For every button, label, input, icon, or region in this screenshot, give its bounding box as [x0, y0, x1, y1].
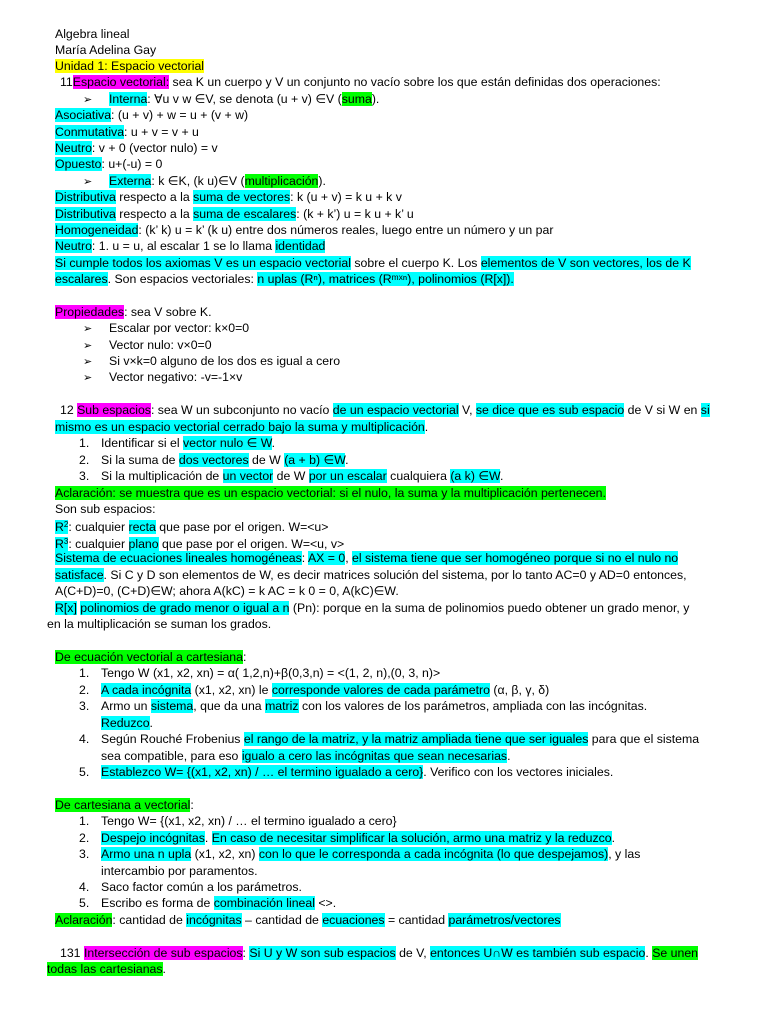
- aclaracion-text: : se muestra que es un espacio vectorial: si el nulo, la suma y la multiplicación pertenecen.: [112, 486, 606, 500]
- cav-aclaracion: [55, 912, 561, 928]
- dist1-c: : k (u + v) = k u + k v: [290, 190, 402, 204]
- ecv-i4-c: para que el sistema: [588, 732, 700, 746]
- cav-acl-e: ecuaciones: [322, 913, 385, 927]
- externa-close: ).: [318, 174, 326, 188]
- ecv-i4-e: igualo a cero las incógnitas que sean necesarias: [241, 749, 508, 763]
- opuesto-text: : u+(-u) = 0: [101, 157, 163, 171]
- propiedades-label: Propiedades: [55, 305, 125, 319]
- r2-line: [55, 517, 328, 535]
- prop-item: [55, 353, 340, 370]
- distributiva-label: Distributiva: [55, 190, 116, 204]
- cav-acl-g: parámetros/vectores: [448, 913, 561, 927]
- item-a: Identificar si el: [101, 436, 184, 450]
- ecv-i3-e: con los valores de los parámetros, ampliada con las incógnitas.: [298, 699, 648, 713]
- item-number: 1.: [79, 666, 90, 680]
- rx-line1: [55, 600, 689, 616]
- externa-text: : k ∈K, (k u)∈V (: [151, 174, 245, 188]
- cav-i3-a: Armo una n upla: [101, 847, 192, 861]
- aclaracion-label: Aclaración: [55, 486, 113, 500]
- ecv-item-cont: [101, 748, 511, 764]
- sec12-g2: .: [424, 420, 429, 434]
- r2-b: : cualquier: [68, 520, 129, 534]
- item-number: 4.: [79, 880, 90, 894]
- asociativa-text: : (u + v) + w = u + (v + w): [111, 108, 249, 122]
- sec131-title: Intersección de sub espacios: [83, 946, 243, 960]
- identidad-highlight: identidad: [275, 239, 326, 253]
- sec131-a: :: [242, 946, 250, 960]
- sec12-b: de un espacio vectorial: [332, 403, 459, 417]
- sis-f: satisface: [55, 568, 104, 582]
- cav-i3-b: (x1, x2, xn): [191, 847, 259, 861]
- ecv-i3-d: matriz: [265, 699, 299, 713]
- ecv-i2-c: corresponde valores de cada parámetro: [271, 683, 490, 697]
- son-text: Son sub espacios:: [55, 502, 156, 516]
- cav-i2-c: En caso de necesitar: [211, 831, 331, 845]
- cav-i3-f: .: [254, 864, 258, 878]
- cumple-line2: [55, 271, 514, 287]
- cumple-line1: [55, 255, 691, 271]
- ecv-heading: [55, 649, 246, 665]
- item-g: .: [499, 469, 504, 483]
- item-number: 3.: [79, 847, 90, 861]
- sec12-line2: [55, 419, 428, 435]
- cumple-b: sobre el cuerpo K. Los: [350, 256, 481, 270]
- sec12-title: Sub espacios: [77, 403, 151, 417]
- prop-item: [55, 320, 249, 337]
- sis-d: ,: [345, 551, 353, 565]
- subject-text: Algebra lineal: [55, 27, 130, 41]
- neutro-text: : v + 0 (vector nulo) = v: [91, 141, 218, 155]
- cav-item: [55, 879, 302, 895]
- cav-i3-d: , y las: [608, 847, 641, 861]
- r2-exp: 2: [63, 520, 69, 529]
- externa-label: Externa: [109, 174, 152, 188]
- r3-symbol: [55, 537, 68, 551]
- item-number: 5.: [79, 896, 90, 910]
- propiedades-line: [55, 304, 212, 320]
- cav-acl-b: : cantidad de: [112, 913, 187, 927]
- aclaracion-line: [55, 485, 606, 501]
- dist1-b: suma de vectores: [193, 190, 291, 204]
- interna-line: [55, 91, 379, 108]
- cav-item: [55, 895, 336, 911]
- sec11-intro-text: sea K un cuerpo y V un conjunto no vacío sobre los que están definidas dos operaciones:: [169, 75, 661, 89]
- prop-item-text: Escalar por vector: k×0=0: [109, 321, 250, 335]
- sec131-line1: [60, 945, 698, 961]
- interna-text: : ∀u v w ∈V, se denota (u + v) ∈V (: [147, 92, 342, 106]
- sec12-f: si: [700, 403, 710, 417]
- arrow-bullet-icon: ➢: [83, 323, 93, 335]
- sis-c: AX = 0: [307, 551, 346, 565]
- ecv-i4-d: sea compatible, para eso: [101, 749, 242, 763]
- sis-b: :: [301, 551, 308, 565]
- asociativa-label: Asociativa: [55, 108, 112, 122]
- ecv-title: De ecuación vectorial a cartesiana: [55, 650, 243, 664]
- ecv-item: [55, 698, 647, 714]
- interna-label: Interna: [109, 92, 148, 106]
- ecv-item: [55, 764, 613, 780]
- item-e: cualquiera: [386, 469, 451, 483]
- sub-item: [55, 435, 275, 451]
- item-b: vector nulo ∈ W: [183, 436, 272, 450]
- sec131-line2: [47, 961, 166, 977]
- arrow-bullet-icon: ➢: [83, 176, 93, 188]
- neutro-line: [55, 140, 218, 156]
- cav-i2-b: .: [204, 831, 212, 845]
- rx-line2: [47, 616, 271, 632]
- sec12-a: : sea W un subconjunto no vacío: [150, 403, 333, 417]
- ecv-i3-b: sistema: [150, 699, 194, 713]
- son-subespacios: [55, 501, 156, 517]
- sec11-title: Espacio vectorial:: [72, 75, 170, 89]
- sec12-g: mismo es un espacio vectorial cerrado bajo la suma y multiplicación: [55, 420, 425, 434]
- arrow-bullet-icon: ➢: [83, 356, 93, 368]
- cav-i5-c: <>.: [314, 896, 337, 910]
- cav-item: [55, 813, 397, 829]
- cav-i4: Saco factor común a los parámetros.: [101, 880, 302, 894]
- asociativa-line: [55, 107, 248, 123]
- ecv-i5-a: Establezco W= {(x1, x2, xn) / … el termino igualado a cero}: [101, 765, 424, 779]
- ecv-item-cont: [101, 715, 153, 731]
- homogeneidad-label: Homogeneidad: [55, 223, 139, 237]
- r2-base: R: [55, 520, 64, 534]
- item-f: (a k) ∈W: [450, 469, 500, 483]
- sec131-num: 131: [60, 946, 81, 960]
- cav-acl-label: Aclaración: [55, 913, 113, 927]
- item-d: por un escalar: [308, 469, 387, 483]
- ecv-i2-b: (x1, x2, xn) le: [191, 683, 272, 697]
- ecv-i3-g: .: [149, 716, 153, 730]
- arrow-bullet-icon: ➢: [83, 340, 93, 352]
- ecv-i5-b: . Verifico con los vectores iniciales.: [423, 765, 614, 779]
- sec12-line1: [60, 402, 710, 418]
- rx-d: (Pn): porque en la suma de polinomios puedo obtener un grado menor, y: [289, 601, 690, 615]
- item-number: 2.: [79, 453, 90, 467]
- ecv-i4-a: Según Rouché Frobenius: [101, 732, 244, 746]
- sec131-c: de V,: [395, 946, 431, 960]
- prop-item-text: Vector negativo: -v=-1×v: [109, 370, 243, 384]
- cav-i3-c: con lo que le corresponda a cada incógnita (lo que despejamos): [258, 847, 609, 861]
- neutro-label: Neutro: [55, 141, 92, 155]
- r3-d: que pase por el origen. W=<u, v>: [158, 537, 345, 551]
- suma-highlight: suma: [341, 92, 372, 106]
- cav-i1: Tengo W= {(x1, x2, xn) / … el termino igualado a cero}: [101, 814, 397, 828]
- neutro2-label: Neutro: [55, 239, 92, 253]
- r2-symbol: [55, 520, 68, 534]
- homogeneidad-text: : (k’ k) u = k’ (k u) entre dos números reales, luego entre un número y un par: [138, 223, 554, 237]
- cumple-e: . Son espacios vectoriales:: [107, 272, 258, 286]
- r3-b: : cualquier: [68, 537, 129, 551]
- cav-item: [55, 830, 615, 846]
- prop-item: [55, 369, 242, 386]
- arrow-bullet-icon: ➢: [83, 372, 93, 384]
- sub-item: [55, 468, 503, 484]
- r3-c: plano: [128, 537, 159, 551]
- dist1-a: respecto a la: [115, 190, 194, 204]
- prop-item-text: Vector nulo: v×0=0: [109, 338, 212, 352]
- ecv-item: [55, 682, 549, 698]
- cav-acl-c: incógnitas: [186, 913, 242, 927]
- item-b: dos vectores: [178, 453, 249, 467]
- item-c: de W: [248, 453, 285, 467]
- opuesto-line: [55, 156, 162, 172]
- rx-a: R[x]: [55, 601, 77, 615]
- item-b: un vector: [222, 469, 274, 483]
- item-number: 1.: [79, 814, 90, 828]
- item-a: Si la suma de: [101, 453, 179, 467]
- item-e: .: [345, 453, 349, 467]
- neutro2-line: [55, 238, 325, 254]
- r3-base: R: [55, 537, 64, 551]
- rx-e: en la multiplicación se suman los grados.: [47, 617, 272, 631]
- sis-a: Sistema de ecuaciones lineales homogéneas: [55, 551, 302, 565]
- cumple-c: elementos de V son vectores, los de K: [480, 256, 691, 270]
- ecv-i2-a: A cada incógnita: [101, 683, 192, 697]
- distributiva1-line: [55, 189, 402, 205]
- dist2-b: suma de escalares: [193, 207, 297, 221]
- sub-item: [55, 452, 349, 468]
- sis-h: Si C y D son elementos de W, es decir matrices solución del sistema, por lo tanto AC=0 y AD=0 entonces,: [110, 568, 687, 582]
- cav-i2-e: .: [611, 831, 616, 845]
- sec12-d: se dice que es sub espacio: [475, 403, 625, 417]
- author-line: [55, 42, 156, 58]
- ecv-colon: :: [242, 650, 247, 664]
- item-d: (a + b) ∈W: [284, 453, 346, 467]
- cav-i2-d: simplificar la solución, armo una matriz y la reduzco: [330, 831, 612, 845]
- cav-colon: :: [190, 798, 194, 812]
- sec131-b: Si U y W son sub espacios: [249, 946, 396, 960]
- cav-item: [55, 846, 640, 862]
- item-number: 2.: [79, 831, 90, 845]
- multiplicacion-highlight: multiplicación: [244, 174, 319, 188]
- cav-acl-f: = cantidad: [384, 913, 449, 927]
- item-number: 2.: [79, 683, 90, 697]
- r2-d: que pase por el origen. W=<u>: [155, 520, 329, 534]
- cav-i5-b: combinación lineal: [213, 896, 315, 910]
- conmutativa-label: Conmutativa: [55, 125, 125, 139]
- cumple-f: n uplas (Rⁿ), matrices (Rᵐˣⁿ), polinomios (R[x]).: [257, 272, 514, 286]
- subject-title: [55, 26, 130, 42]
- sec12-c: V,: [458, 403, 476, 417]
- ecv-i1: Tengo W (x1, x2, xn) = α( 1,2,n)+β(0,3,n) = <(1, 2, n),(0, 3, n)>: [101, 666, 441, 680]
- sis-i: A(C+D)=0, (C+D)∈W; ahora A(kC) = k AC = k 0 = 0, A(kC)∈W.: [55, 584, 399, 598]
- cav-item-cont: [101, 863, 258, 879]
- cumple-d: escalares: [55, 272, 108, 286]
- prop-item-text: Si v×k=0 alguno de los dos es igual a cero: [109, 354, 341, 368]
- conmutativa-line: [55, 124, 199, 140]
- item-number: 4.: [79, 732, 90, 746]
- author-text: María Adelina Gay: [55, 43, 157, 57]
- rx-c: polinomios de grado menor o igual a n: [80, 601, 290, 615]
- sistema-line1: [55, 550, 678, 566]
- ecv-i4-f: .: [507, 749, 511, 763]
- item-number: 5.: [79, 765, 90, 779]
- sec11-num: 11: [60, 75, 73, 89]
- cav-i5-a: Escribo es forma de: [101, 896, 214, 910]
- sistema-line2: [55, 567, 687, 583]
- distributiva2-line: [55, 206, 414, 222]
- sec131-d: entonces U∩W es también sub espacio: [430, 946, 646, 960]
- r3-exp: 3: [63, 537, 69, 546]
- sec131-g: todas las cartesianas: [47, 962, 163, 976]
- sec12-e: de V si W en: [624, 403, 701, 417]
- item-number: 1.: [79, 436, 90, 450]
- interna-close: ).: [371, 92, 380, 106]
- item-c: .: [271, 436, 276, 450]
- r2-c: recta: [128, 520, 156, 534]
- sistema-line3: [55, 583, 399, 599]
- cav-i3-e: intercambio por paramentos: [101, 864, 255, 878]
- sec131-e: .: [645, 946, 653, 960]
- homogeneidad-line: [55, 222, 553, 238]
- item-a: Si la multiplicación de: [101, 469, 223, 483]
- ecv-item: [55, 665, 440, 681]
- sis-g: .: [103, 568, 111, 582]
- ecv-i2-d: (α, β, γ, δ): [489, 683, 550, 697]
- cav-heading: [55, 797, 194, 813]
- item-number: 3.: [79, 699, 90, 713]
- sec11-intro: [60, 74, 661, 90]
- propiedades-text: : sea V sobre K.: [124, 305, 212, 319]
- opuesto-label: Opuesto: [55, 157, 102, 171]
- item-c: de W: [273, 469, 309, 483]
- conmutativa-text: : u + v = v + u: [124, 125, 199, 139]
- prop-item: [55, 337, 212, 354]
- unit-text: Unidad 1: Espacio vectorial: [55, 59, 205, 73]
- cumple-a: Si cumple todos los axiomas V es un espacio vectorial: [55, 256, 351, 270]
- externa-line: [55, 173, 326, 190]
- cav-i2-a: Despejo incógnitas: [101, 831, 205, 845]
- dist2-c: : (k + k’) u = k u + k’ u: [296, 207, 414, 221]
- ecv-i4-b: el rango de la matriz, y la matriz ampliada tiene que ser iguales: [243, 732, 589, 746]
- sis-e: el sistema tiene que ser homogéneo porque si no el nulo no: [352, 551, 679, 565]
- dist2-a: respecto a la: [115, 207, 194, 221]
- sec131-h: .: [162, 962, 166, 976]
- cav-acl-d: – cantidad de: [241, 913, 323, 927]
- ecv-item: [55, 731, 699, 747]
- sec12-num: 12: [60, 403, 74, 417]
- arrow-bullet-icon: ➢: [83, 94, 93, 106]
- unit-heading: [55, 58, 204, 74]
- ecv-i3-c: , que da una: [193, 699, 266, 713]
- cav-title: De cartesiana a vectorial: [55, 798, 191, 812]
- ecv-i3-a: Armo un: [101, 699, 151, 713]
- sec131-f: Se unen: [652, 946, 699, 960]
- neutro2-text: : 1. u = u, al escalar 1 se lo llama: [91, 239, 276, 253]
- item-number: 3.: [79, 469, 90, 483]
- distributiva-label: Distributiva: [55, 207, 116, 221]
- ecv-i3-f: Reduzco: [101, 716, 150, 730]
